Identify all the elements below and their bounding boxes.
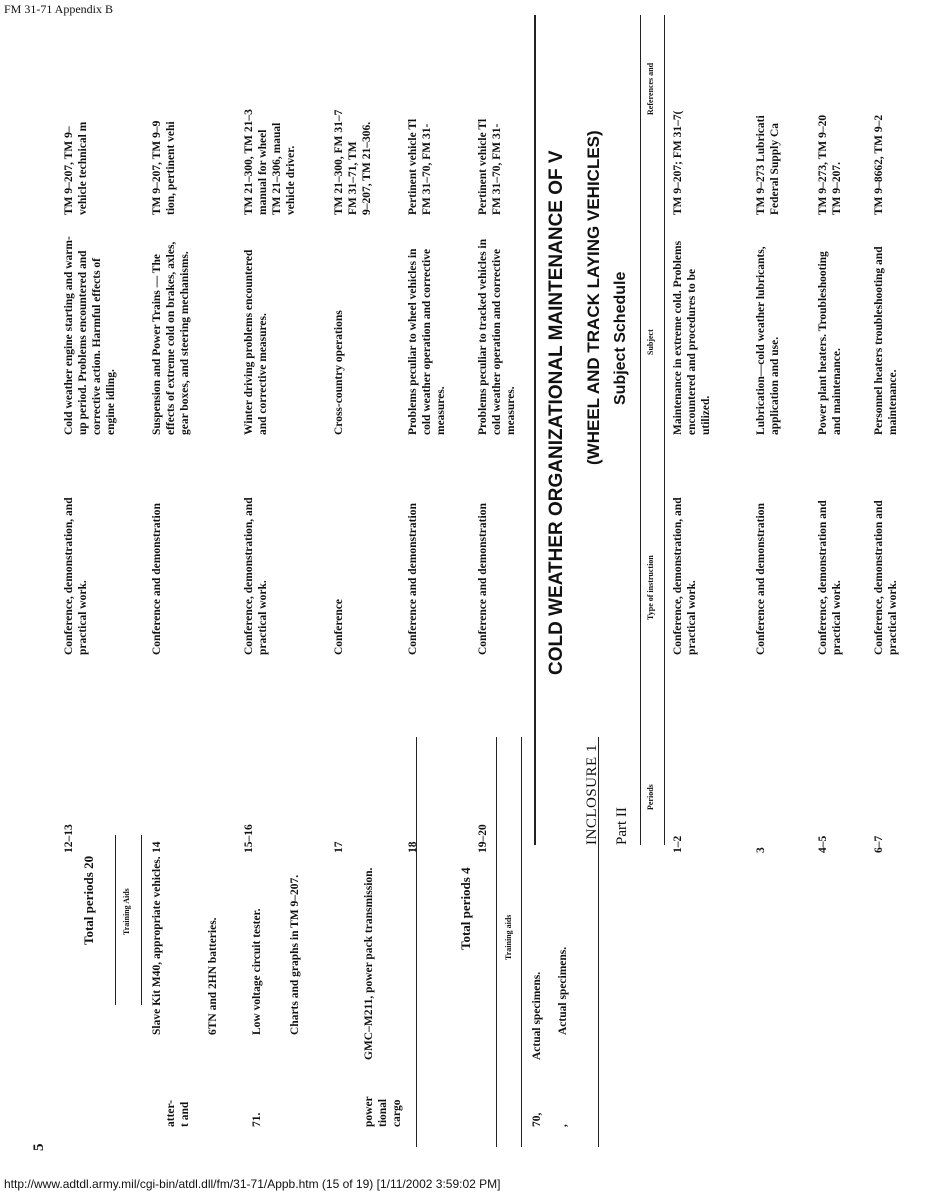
periods-cell: 3 — [755, 847, 767, 853]
col-head-refs: References and — [646, 62, 655, 115]
refs-cell: TM 9–273, TM 9–20 TM 9–207. — [817, 114, 843, 215]
section-title: COLD WEATHER ORGANIZATIONAL MAINTENANCE OF V — [546, 150, 567, 675]
subject-cell: Cross-country operations — [333, 310, 345, 435]
subject-cell: Cold weather engine starting and warm-up period. Problems encountered and corrective action. Harmful effects of engine idling. — [63, 236, 117, 435]
total-periods-4: Total periods 4 — [458, 867, 473, 950]
edge-text: t and — [179, 1101, 191, 1127]
refs-cell: Pertinent vehicle Tl FM 31–70, FM 31- — [407, 118, 433, 215]
type-cell: Conference, demonstration, and practical work. — [63, 497, 89, 655]
edge-text: atter- — [165, 1099, 177, 1127]
aid-item: Charts and graphs in TM 9–207. — [289, 874, 301, 1035]
refs-cell: TM 9–207; FM 31–7( — [672, 110, 684, 215]
subject-cell: Problems peculiar to wheel vehicles in cold weather operation and corrective measures. — [407, 248, 447, 435]
periods-cell: 15–16 — [243, 824, 255, 853]
subject-cell: Power plant heaters. Troubleshooting and maintenance. — [817, 251, 843, 435]
inclosure-label: INCLOSURE 1 — [584, 744, 600, 845]
divider-line — [496, 737, 497, 1147]
part-label: Part II — [614, 807, 630, 845]
aid-item: Slave Kit M40, appropriate vehicles. — [151, 856, 163, 1035]
type-cell: Conference and demonstration — [755, 503, 767, 655]
aid-item: Actual specimens. — [531, 971, 543, 1060]
section-subtitle: (WHEEL AND TRACK LAYING VEHICLES) — [584, 130, 603, 465]
periods-cell: 14 — [151, 841, 163, 853]
rotated-scan — [26, 15, 921, 1155]
edge-text: , — [557, 1124, 569, 1127]
refs-cell: TM 21–300, FM 31–7 FM 31–71, TM 9–207, TM 21–306. — [333, 109, 373, 215]
type-cell: Conference and demonstration — [151, 503, 163, 655]
subject-cell: Winter driving problems encountered and corrective measures. — [243, 249, 269, 435]
rotated-page — [26, 15, 921, 1155]
divider-line — [416, 737, 417, 1147]
col-head-subject: Subject — [646, 329, 655, 355]
refs-cell: TM 9–8662, TM 9–2 — [873, 114, 885, 215]
periods-cell: 4–5 — [817, 835, 829, 853]
page-footer: http://www.adtdl.army.mil/cgi-bin/atdl.dll/fm/31-71/Appb.htm (15 of 19) [1/11/2002 3:59:02 PM] — [4, 1177, 501, 1191]
type-cell: Conference, demonstration, and practical work. — [243, 497, 269, 655]
header-top-rule — [640, 15, 641, 845]
refs-cell: TM 21–300, TM 21–3 manual for wheel TM 21–306, maual vehicle driver. — [243, 109, 297, 215]
divider-line — [141, 835, 142, 1005]
periods-cell: 1–2 — [672, 835, 684, 853]
refs-cell: TM 9–207, TM 9– vehicle technical m — [63, 121, 89, 215]
edge-text: 70, — [531, 1112, 543, 1127]
table-end-rule — [534, 15, 536, 845]
refs-cell: TM 9–273 Lubricati Federal Supply Ca — [755, 115, 781, 215]
type-cell: Conference, demonstration and practical work. — [873, 500, 899, 655]
total-periods-20: Total periods 20 — [81, 855, 96, 945]
refs-cell: TM 9–207, TM 9–9 tion, pertinent vehi — [151, 120, 177, 215]
col-head-type: Type of instruction — [646, 555, 655, 620]
type-cell: Conference and demonstration — [477, 503, 489, 655]
periods-cell: 19–20 — [477, 824, 489, 853]
section-marker: 5 — [31, 1143, 47, 1151]
type-cell: Conference, demonstration and practical work. — [817, 500, 843, 655]
subject-cell: Lubrication—cold weather lubricants, application and use. — [755, 246, 781, 435]
divider-line — [115, 835, 116, 1005]
edge-text: power — [363, 1096, 375, 1127]
subject-cell: Problems peculiar to tracked vehicles in cold weather operation and corrective measures. — [477, 238, 517, 435]
periods-cell: 6–7 — [873, 835, 885, 853]
aid-item: GMC–M211, power pack transmission. — [363, 867, 375, 1060]
type-cell: Conference — [333, 599, 345, 655]
periods-cell: 12–13 — [63, 824, 75, 853]
type-cell: Conference and demonstration — [407, 503, 419, 655]
edge-text: tional — [377, 1098, 389, 1127]
training-aids-heading: Training Aids — [122, 888, 131, 935]
col-head-periods: Periods — [646, 784, 655, 810]
subject-cell: Maintenance in extreme cold. Problems encountered and procedures to be utilized. — [672, 240, 712, 435]
subject-cell: Personnel heaters troubleshooting and maintenance. — [873, 246, 899, 435]
periods-cell: 17 — [333, 841, 345, 853]
periods-cell: 18 — [407, 841, 419, 853]
aid-item: Low voltage circuit tester. — [251, 908, 263, 1035]
page-header: FM 31-71 Appendix B — [4, 2, 114, 16]
divider-line — [521, 737, 522, 1147]
edge-text: cargo — [391, 1099, 403, 1127]
aid-item: Actual specimens. — [557, 946, 569, 1035]
aid-item: 6TN and 2HN batteries. — [207, 917, 219, 1035]
edge-text: 71. — [251, 1112, 263, 1127]
type-cell: Conference, demonstration, and practical work. — [672, 497, 698, 655]
schedule-title: Subject Schedule — [612, 271, 629, 405]
subject-cell: Suspension and Power Trains — The effects of extreme cold on brakes, axles, gear boxes, and steering mechanisms. — [151, 241, 191, 435]
training-aids-heading: Training aids — [504, 914, 513, 960]
header-bottom-rule — [664, 15, 665, 845]
refs-cell: Pertinent vehicle Tl FM 31–70, FM 31- — [477, 118, 503, 215]
